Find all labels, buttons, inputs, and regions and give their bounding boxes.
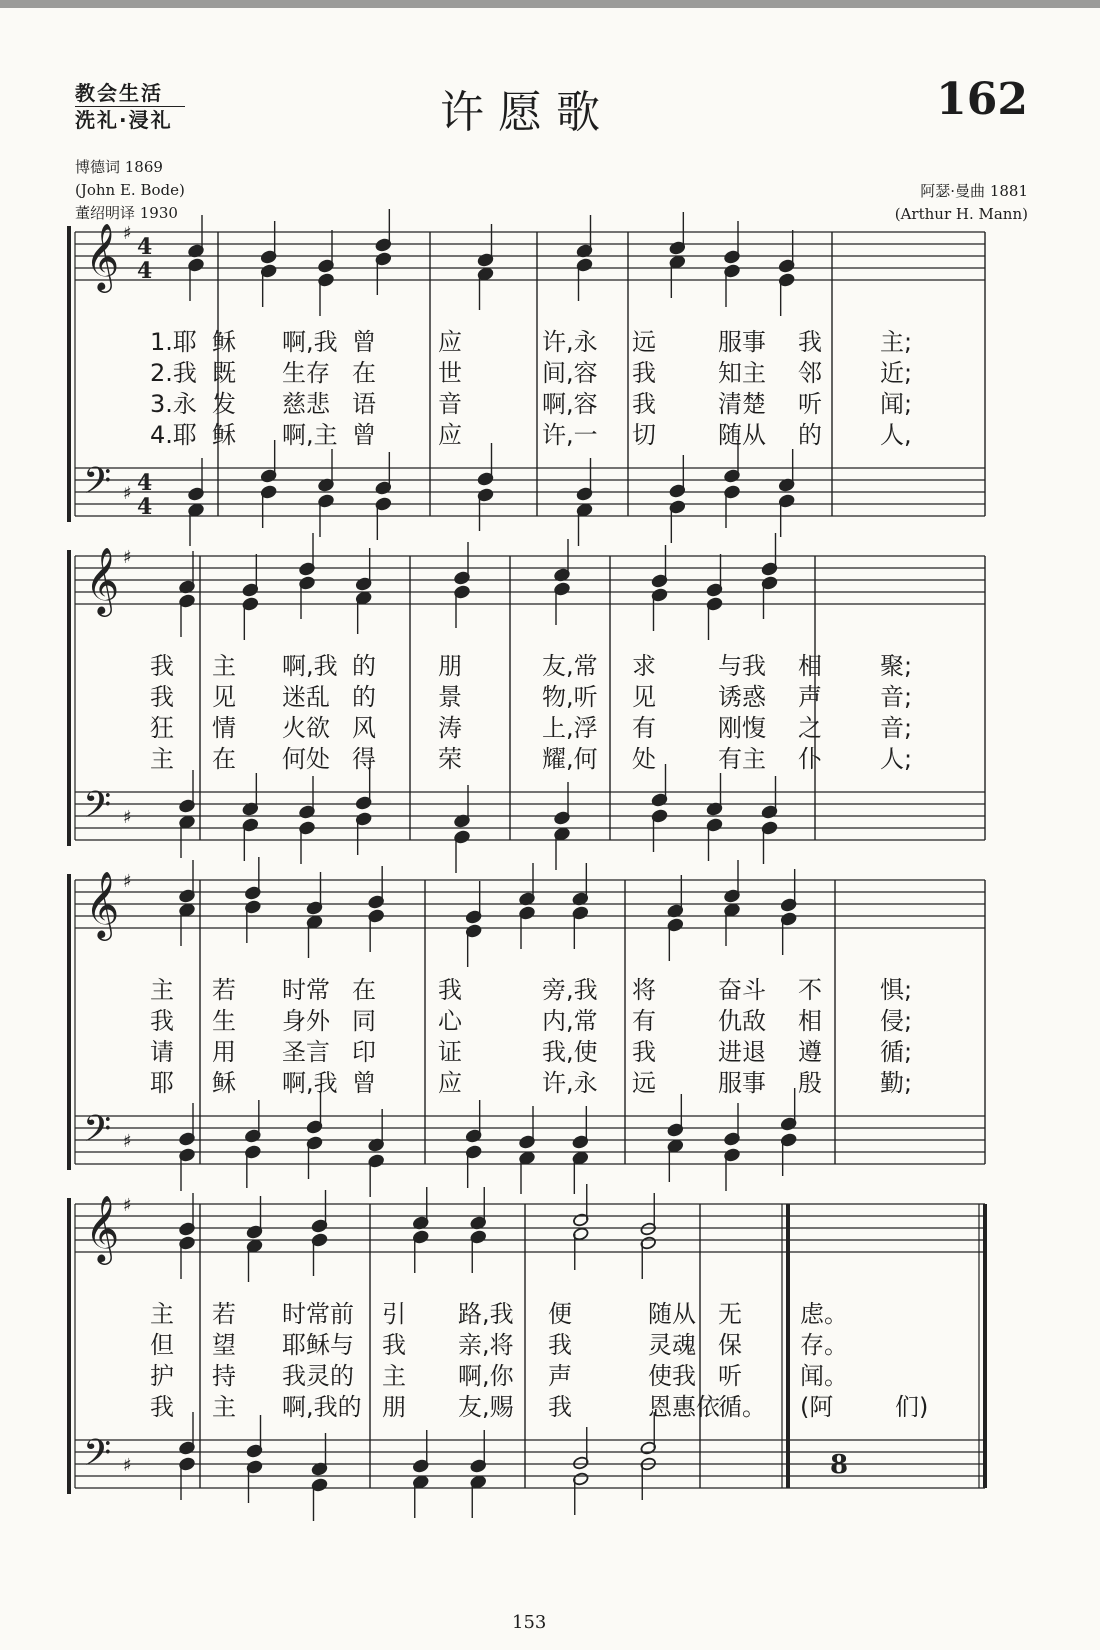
- bass-clef: 𝄢: [83, 784, 112, 835]
- lyric-syllable: 3.永: [150, 390, 197, 418]
- lyric-syllable: 啊,我: [282, 328, 338, 356]
- lyric-syllable: 我: [382, 1331, 406, 1359]
- lyric-syllable: 知主: [718, 359, 766, 387]
- lyric-syllable: 世: [438, 359, 462, 387]
- lyric-syllable: 闻。: [800, 1362, 848, 1390]
- lyric-syllable: 物,听: [542, 683, 598, 711]
- time-signature: 4: [137, 234, 153, 260]
- lyric-line: [0, 1325, 1100, 1357]
- lyric-syllable: 不: [798, 976, 822, 1004]
- lyric-syllable: 我灵的: [282, 1362, 354, 1390]
- lyric-syllable: 证: [438, 1038, 462, 1066]
- lyric-syllable: 惧;: [880, 976, 913, 1004]
- lyric-syllable: 音;: [880, 714, 913, 742]
- lyric-syllable: 请: [150, 1038, 174, 1066]
- lyric-syllable: 发: [212, 390, 236, 418]
- lyric-syllable: 听: [798, 390, 822, 418]
- lyric-syllable: 我: [798, 328, 822, 356]
- lyric-syllable: 心: [438, 1007, 462, 1035]
- lyric-syllable: 处: [632, 745, 656, 773]
- lyric-syllable: 声: [798, 683, 822, 711]
- lyric-syllable: 循;: [880, 1038, 913, 1066]
- lyric-syllable: 许,一: [542, 421, 598, 449]
- lyric-syllable: 保: [718, 1331, 742, 1359]
- lyric-syllable: 之: [798, 714, 822, 742]
- lyric-syllable: 望: [212, 1331, 236, 1359]
- lyric-syllable: 主: [212, 1393, 236, 1421]
- sharp-key-signature: ♯: [123, 1131, 132, 1152]
- lyric-syllable: 灵魂: [648, 1331, 696, 1359]
- lyric-syllable: 侵;: [880, 1007, 913, 1035]
- lyric-syllable: 我: [632, 359, 656, 387]
- lyric-syllable: 主: [382, 1362, 406, 1390]
- lyric-syllable: 仇敌: [718, 1007, 766, 1035]
- lyric-syllable: 何处: [282, 745, 330, 773]
- lyric-syllable: 我: [150, 1393, 174, 1421]
- sharp-key-signature: ♯: [123, 1455, 132, 1476]
- lyric-syllable: 啊,我的: [282, 1393, 362, 1421]
- lyricist: 博德词 1869: [75, 158, 163, 176]
- lyric-syllable: 有: [632, 714, 656, 742]
- lyric-syllable: 同: [352, 1007, 376, 1035]
- lyric-syllable: 曾: [352, 421, 376, 449]
- lyric-syllable: 相: [798, 1007, 822, 1035]
- bass-clef: 𝄢: [83, 460, 112, 511]
- treble-clef: 𝄞: [85, 222, 120, 290]
- lyric-syllable: 圣言: [282, 1038, 330, 1066]
- lyric-syllable: 随从: [718, 421, 766, 449]
- lyric-syllable: 的: [798, 421, 822, 449]
- translator: 董绍明译 1930: [75, 204, 178, 222]
- lyric-syllable: 近;: [880, 359, 913, 387]
- lyric-syllable: 在: [352, 976, 376, 1004]
- lyric-syllable: 稣: [212, 1069, 236, 1097]
- lyric-syllable: 啊,我: [282, 652, 338, 680]
- lyric-syllable: 进退: [718, 1038, 766, 1066]
- page-number: 153: [512, 1612, 547, 1633]
- lyric-syllable: 许,永: [542, 1069, 598, 1097]
- lyric-syllable: 曾: [352, 328, 376, 356]
- lyric-syllable: 引: [382, 1300, 406, 1328]
- lyric-syllable: 但: [150, 1331, 174, 1359]
- lyric-syllable: 耀,何: [542, 745, 598, 773]
- lyric-syllable: 人;: [880, 745, 913, 773]
- lyric-line: [0, 384, 1100, 416]
- lyric-syllable: 主: [150, 1300, 174, 1328]
- lyric-syllable: 用: [212, 1038, 236, 1066]
- lyric-syllable: 循。: [718, 1393, 766, 1421]
- lyric-syllable: 涛: [438, 714, 462, 742]
- lyric-syllable: 在: [352, 359, 376, 387]
- lyric-syllable: 远: [632, 328, 656, 356]
- lyric-line: [0, 1001, 1100, 1033]
- lyric-syllable: 将: [632, 976, 656, 1004]
- lyric-line: [0, 1294, 1100, 1326]
- hymn-title: 许愿歌: [440, 87, 614, 138]
- lyric-syllable: 我: [438, 976, 462, 1004]
- lyric-syllable: 有: [632, 1007, 656, 1035]
- composer-en: (Arthur H. Mann): [894, 205, 1028, 223]
- lyric-line: [0, 353, 1100, 385]
- lyric-syllable: 耶: [150, 1069, 174, 1097]
- lyric-syllable: 情: [212, 714, 236, 742]
- lyric-syllable: 恩惠依: [648, 1393, 720, 1421]
- lyric-syllable: 亲,将: [458, 1331, 514, 1359]
- lyric-syllable: 间,容: [542, 359, 598, 387]
- bass-numeral: 8: [830, 1450, 849, 1480]
- lyric-line: [0, 1063, 1100, 1095]
- lyric-syllable: 啊,主: [282, 421, 338, 449]
- lyric-syllable: 语: [352, 390, 376, 418]
- lyric-line: [0, 415, 1100, 447]
- lyric-syllable: 朋: [382, 1393, 406, 1421]
- lyric-syllable: 见: [212, 683, 236, 711]
- lyric-syllable: 我: [548, 1331, 572, 1359]
- lyric-syllable: 4.耶: [150, 421, 197, 449]
- lyric-syllable: 啊,容: [542, 390, 598, 418]
- composer: 阿瑟·曼曲 1881: [920, 182, 1028, 200]
- treble-clef: 𝄞: [85, 870, 120, 938]
- treble-clef: 𝄞: [85, 546, 120, 614]
- lyric-syllable: 景: [438, 683, 462, 711]
- time-signature: 4: [137, 470, 153, 496]
- lyric-syllable: 友,常: [542, 652, 598, 680]
- lyric-syllable: 音: [438, 390, 462, 418]
- lyric-syllable: 啊,我: [282, 1069, 338, 1097]
- amen-start: (阿: [800, 1393, 834, 1421]
- lyric-syllable: 印: [352, 1038, 376, 1066]
- lyric-syllable: 主: [212, 652, 236, 680]
- lyric-syllable: 友,赐: [458, 1393, 514, 1421]
- subcategory-label: 洗礼·浸礼: [75, 108, 173, 132]
- lyric-syllable: 内,常: [542, 1007, 598, 1035]
- lyric-syllable: 曾: [352, 1069, 376, 1097]
- lyric-syllable: 生: [212, 1007, 236, 1035]
- lyric-line: [0, 1032, 1100, 1064]
- lyricist-en: (John E. Bode): [75, 181, 185, 199]
- lyric-syllable: 存。: [800, 1331, 848, 1359]
- lyric-syllable: 应: [438, 421, 462, 449]
- lyric-syllable: 音;: [880, 683, 913, 711]
- lyric-syllable: 我: [150, 683, 174, 711]
- treble-clef: 𝄞: [85, 1194, 120, 1262]
- lyric-syllable: 护: [150, 1362, 174, 1390]
- lyric-syllable: 有主: [718, 745, 766, 773]
- lyric-syllable: 我: [548, 1393, 572, 1421]
- lyric-syllable: 应: [438, 1069, 462, 1097]
- lyric-line: [0, 970, 1100, 1002]
- lyric-syllable: 稣: [212, 328, 236, 356]
- lyric-line: [0, 646, 1100, 678]
- lyric-syllable: 无: [718, 1300, 742, 1328]
- amen-end: 们): [895, 1393, 929, 1421]
- category-label: 教会生活: [75, 80, 185, 107]
- bass-clef: 𝄢: [83, 1108, 112, 1159]
- lyric-syllable: 风: [352, 714, 376, 742]
- lyric-syllable: 生存: [282, 359, 330, 387]
- lyric-line: [0, 322, 1100, 354]
- lyric-syllable: 的: [352, 683, 376, 711]
- lyric-syllable: 与我: [718, 652, 766, 680]
- sharp-key-signature: ♯: [123, 483, 132, 504]
- lyric-syllable: 的: [352, 652, 376, 680]
- lyric-syllable: 使我: [648, 1362, 696, 1390]
- lyric-line: [0, 708, 1100, 740]
- sharp-key-signature: ♯: [123, 223, 132, 244]
- lyric-syllable: 荣: [438, 745, 462, 773]
- lyric-syllable: 随从: [648, 1300, 696, 1328]
- lyric-syllable: 声: [548, 1362, 572, 1390]
- sharp-key-signature: ♯: [123, 547, 132, 568]
- lyric-syllable: 勤;: [880, 1069, 913, 1097]
- lyric-syllable: 上,浮: [542, 714, 598, 742]
- lyric-syllable: 狂: [150, 714, 174, 742]
- lyric-syllable: 得: [352, 745, 376, 773]
- time-signature: 4: [137, 494, 153, 520]
- lyric-syllable: 诱惑: [718, 683, 766, 711]
- lyric-syllable: 主: [150, 976, 174, 1004]
- lyric-syllable: 服事: [718, 328, 766, 356]
- lyric-syllable: 朋: [438, 652, 462, 680]
- lyric-syllable: 稣: [212, 421, 236, 449]
- lyric-syllable: 听: [718, 1362, 742, 1390]
- lyric-line: [0, 739, 1100, 771]
- lyric-syllable: 许,永: [542, 328, 598, 356]
- lyric-syllable: 我: [150, 652, 174, 680]
- lyric-syllable: 聚;: [880, 652, 913, 680]
- lyric-syllable: 切: [632, 421, 656, 449]
- lyric-syllable: 2.我: [150, 359, 197, 387]
- lyric-syllable: 路,我: [458, 1300, 514, 1328]
- hymn-number: 162: [936, 74, 1028, 125]
- lyric-syllable: 应: [438, 328, 462, 356]
- lyric-syllable: 耶稣与: [282, 1331, 354, 1359]
- lyric-syllable: 闻;: [880, 390, 913, 418]
- lyric-syllable: 便: [548, 1300, 572, 1328]
- lyric-syllable: 持: [212, 1362, 236, 1390]
- lyric-syllable: 1.耶: [150, 328, 197, 356]
- lyric-syllable: 我: [632, 390, 656, 418]
- sharp-key-signature: ♯: [123, 807, 132, 828]
- lyric-syllable: 远: [632, 1069, 656, 1097]
- lyric-syllable: 啊,你: [458, 1362, 514, 1390]
- lyric-syllable: 相: [798, 652, 822, 680]
- time-signature: 4: [137, 258, 153, 284]
- lyric-syllable: 服事: [718, 1069, 766, 1097]
- lyric-syllable: 虑。: [800, 1300, 848, 1328]
- lyric-syllable: 若: [212, 976, 236, 1004]
- lyric-syllable: 刚愎: [718, 714, 766, 742]
- lyric-syllable: 人,: [880, 421, 912, 449]
- lyric-syllable: 清楚: [718, 390, 766, 418]
- lyric-syllable: 殷: [798, 1069, 822, 1097]
- amen-line: [0, 1387, 1100, 1419]
- lyric-syllable: 时常前: [282, 1300, 354, 1328]
- lyric-syllable: 求: [632, 652, 656, 680]
- lyric-syllable: 身外: [282, 1007, 330, 1035]
- sharp-key-signature: ♯: [123, 1195, 132, 1216]
- lyric-line: [0, 1356, 1100, 1388]
- lyric-syllable: 主;: [880, 328, 913, 356]
- lyric-syllable: 遵: [798, 1038, 822, 1066]
- lyric-syllable: 既: [212, 359, 236, 387]
- lyric-syllable: 我: [632, 1038, 656, 1066]
- lyric-syllable: 见: [632, 683, 656, 711]
- lyric-syllable: 若: [212, 1300, 236, 1328]
- lyric-syllable: 火欲: [282, 714, 330, 742]
- lyric-syllable: 旁,我: [542, 976, 598, 1004]
- lyric-syllable: 主: [150, 745, 174, 773]
- lyric-line: [0, 677, 1100, 709]
- lyric-syllable: 仆: [798, 745, 822, 773]
- bass-clef: 𝄢: [83, 1432, 112, 1483]
- sharp-key-signature: ♯: [123, 871, 132, 892]
- lyric-syllable: 在: [212, 745, 236, 773]
- lyric-syllable: 迷乱: [282, 683, 330, 711]
- lyric-syllable: 邻: [798, 359, 822, 387]
- lyric-syllable: 奋斗: [718, 976, 766, 1004]
- lyric-syllable: 时常: [282, 976, 330, 1004]
- lyric-syllable: 我,使: [542, 1038, 598, 1066]
- lyric-syllable: 慈悲: [282, 390, 330, 418]
- lyric-syllable: 我: [150, 1007, 174, 1035]
